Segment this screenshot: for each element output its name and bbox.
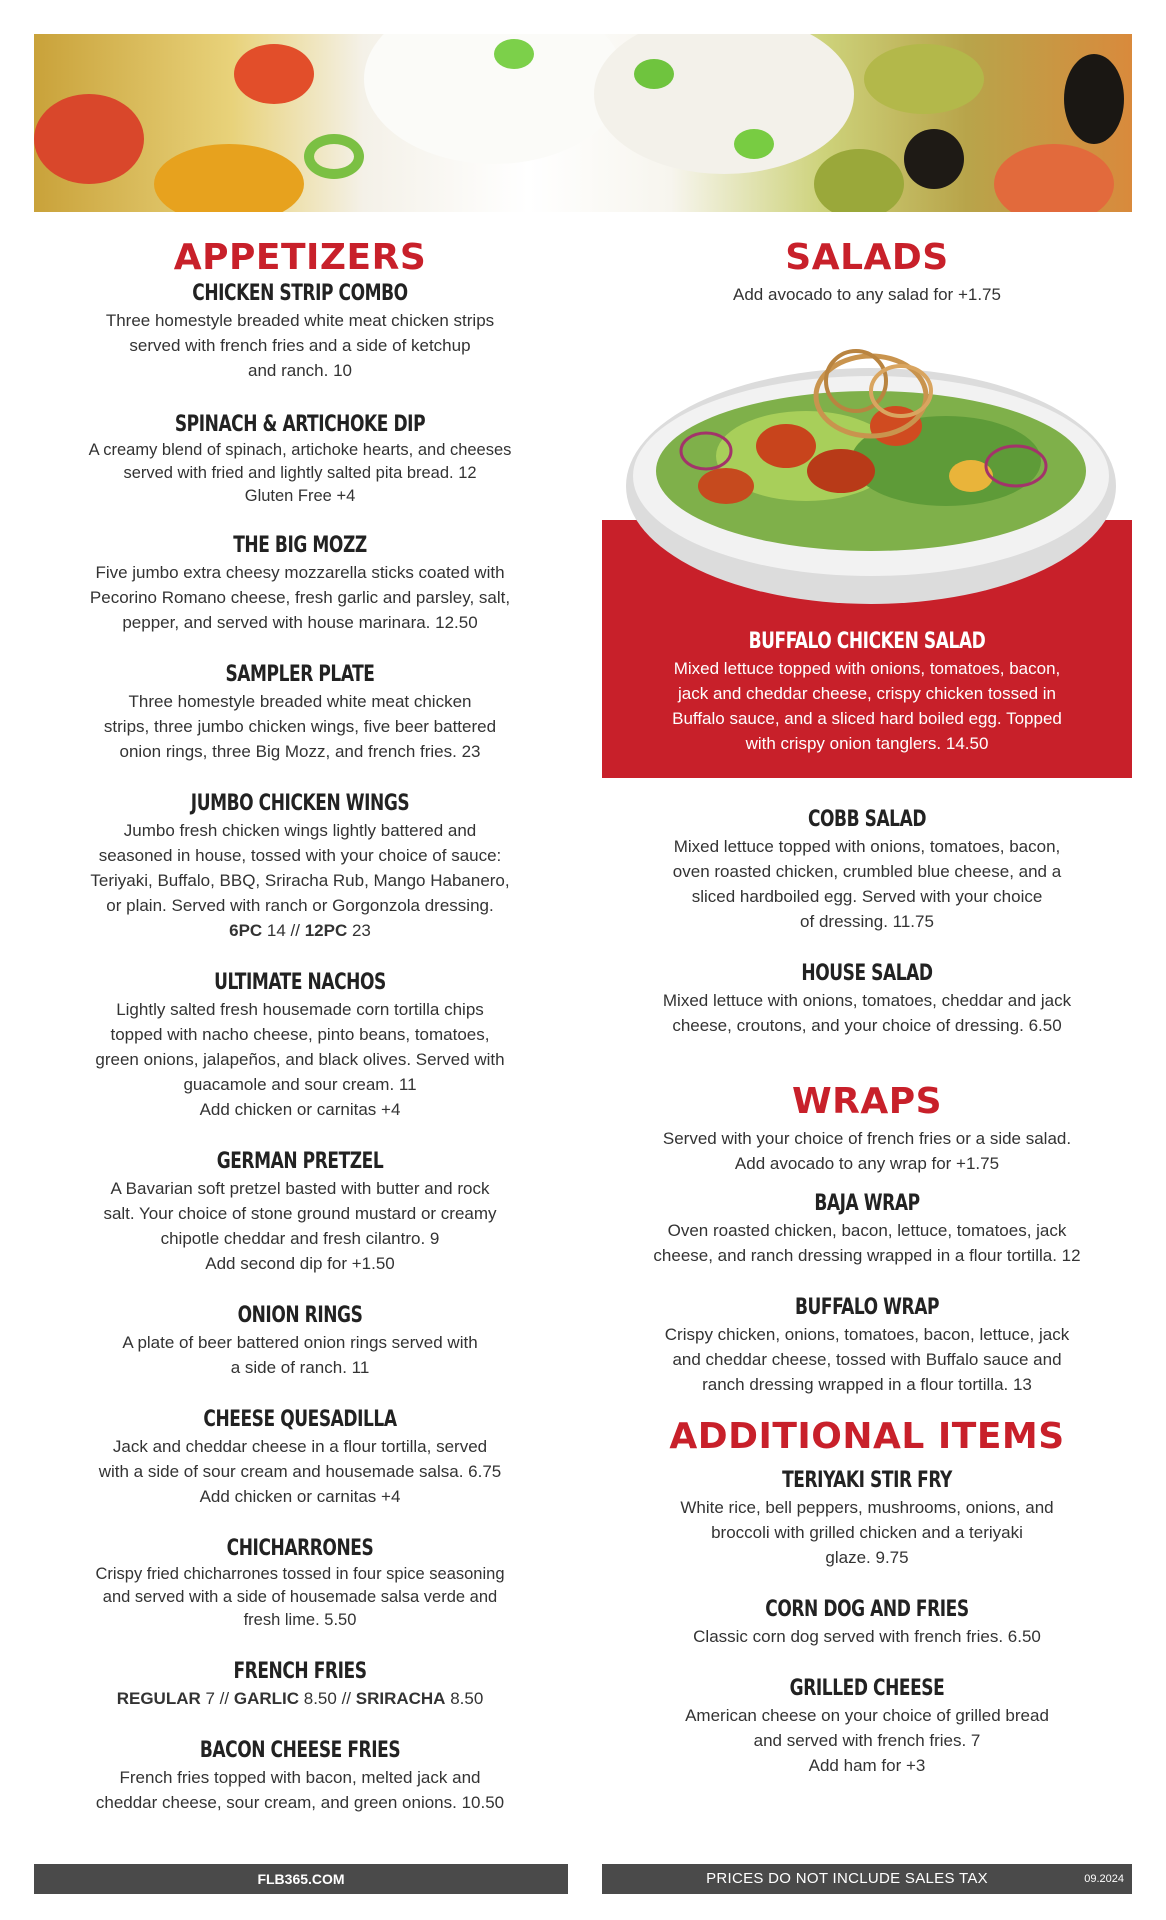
website-link[interactable]: FLB365.COM [34,1864,568,1894]
item-name: ONION RINGS [237,1303,363,1328]
item-name: GERMAN PRETZEL [216,1149,384,1174]
olive-shape [904,129,964,189]
jalapeno-shape [864,44,984,114]
jalapeno-shape [814,149,904,212]
menu-date: 09.2024 [1084,1873,1124,1885]
item-description: Three homestyle breaded white meat chicken strips served with french fries and a side of ketchup and ranch. 10 [105,311,495,380]
item-description: Lightly salted fresh housemade corn tortilla chips topped with nacho cheese, pinto beans, tomatoes, green onions, jalapeños, and black olives. Served with guacamole and sour cream. 11 Add chicken or carnitas +4 [95,1000,505,1119]
green-onion-shape [734,129,774,159]
menu-item [52,1302,548,1380]
olive-shape [1064,54,1124,144]
item-description: A Bavarian soft pretzel basted with butter and rock salt. Your choice of stone ground mustard or creamy chipotle cheddar and fresh cilantro. 9 Add second dip for +1.50 [103,1179,497,1273]
right-column-lower [602,806,1132,1778]
wings-price-line: 6PC 14 // 12PC 23 [229,921,371,940]
item-name: HOUSE SALAD [801,961,933,986]
salads-header [602,236,1132,307]
menu-item [52,1535,548,1632]
menu-item [52,280,548,383]
wraps-title: WRAPS [791,1081,943,1122]
item-description: White rice, bell peppers, mushrooms, onions, and broccoli with grilled chicken and a teriyaki glaze. 9.75 [680,1498,1054,1567]
menu-item [602,1675,1132,1778]
item-description: Three homestyle breaded white meat chicken strips, three jumbo chicken wings, five beer battered onion rings, three Big Mozz, and french fries. 23 [103,692,497,761]
menu-item [52,1658,548,1711]
item-name: FRENCH FRIES [233,1659,367,1684]
item-description: Jack and cheddar cheese in a flour tortilla, served with a side of sour cream and housemade salsa. 6.75 Add chicken or carnitas +4 [98,1437,502,1506]
green-onion-shape [634,59,674,89]
sour-cream-shape [594,34,854,174]
item-name: SPINACH & ARTICHOKE DIP [174,412,426,437]
menu-item [602,1596,1132,1649]
item-description: Mixed lettuce topped with onions, tomatoes, bacon, jack and cheddar cheese, crispy chicken tossed in Buffalo sauce, and a sliced hard boiled egg. Topped with crispy onion tanglers. 14.50 [672,659,1062,753]
menu-item [52,661,548,764]
tomato-shape [34,94,144,184]
tax-footer [602,1864,1132,1894]
item-name: CHICKEN STRIP COMBO [192,281,408,306]
featured-salad [620,628,1114,756]
item-description: Five jumbo extra cheesy mozzarella sticks coated with Pecorino Romano cheese, fresh garlic and parsley, salt, pepper, and served with house marinara. 12.50 [89,563,511,632]
appetizers-column [52,236,548,1815]
salads-note: Add avocado to any salad for +1.75 [733,285,1001,304]
menu-item [52,1148,548,1276]
item-name: BAJA WRAP [814,1191,920,1216]
item-description: Mixed lettuce topped with onions, tomatoes, bacon, oven roasted chicken, crumbled blue cheese, and a sliced hardboiled egg. Served with your choice of dressing. 11.75 [672,837,1062,931]
item-name: ULTIMATE NACHOS [214,970,386,995]
fries-price-line: REGULAR 7 // GARLIC 8.50 // SRIRACHA 8.50 [116,1689,484,1708]
item-description: Oven roasted chicken, bacon, lettuce, tomatoes, jack cheese, and ranch dressing wrapped in a flour tortilla. 12 [653,1221,1081,1265]
item-description: Jumbo fresh chicken wings lightly battered and seasoned in house, tossed with your choice of sauce: Teriyaki, Buffalo, BBQ, Sriracha Rub, Mango Habanero, or plain. Served with ranch or Gorgonzola dressing. 6PC 14 // 12PC 23 [52,818,548,943]
item-name: THE BIG MOZZ [233,533,367,558]
menu-item [602,1294,1132,1397]
item-name: BACON CHEESE FRIES [199,1738,401,1763]
menu-item [602,806,1132,934]
item-name: CORN DOG AND FRIES [765,1597,969,1622]
menu-item [602,1190,1132,1268]
tomato-shape [994,144,1114,212]
item-name: TERIYAKI STIR FRY [782,1468,952,1493]
menu-item [52,532,548,635]
sales-tax-note: PRICES DO NOT INCLUDE SALES TAX [706,1870,988,1887]
green-onion-shape [304,134,364,179]
item-description: Crispy chicken, onions, tomatoes, bacon, lettuce, jack and cheddar cheese, tossed with Buffalo sauce and ranch dressing wrapped in a flour tortilla. 13 [664,1325,1070,1394]
menu-item [602,1467,1132,1570]
item-description: Classic corn dog served with french fries. 6.50 [693,1627,1041,1646]
menu-item [52,1406,548,1509]
salad-bowl-photo [626,336,1116,606]
item-description: American cheese on your choice of grilled bread and served with french fries. 7 Add ham for +3 [685,1706,1049,1775]
item-name: CHEESE QUESADILLA [203,1407,397,1432]
item-description: Crispy fried chicharrones tossed in four spice seasoning and served with a side of housemade salsa verde and fresh lime. 5.50 [95,1565,505,1629]
item-name: JUMBO CHICKEN WINGS [190,791,410,816]
menu-item [52,790,548,943]
additional-items-title: ADDITIONAL ITEMS [669,1416,1065,1457]
menu-item [52,1737,548,1815]
wraps-note: Served with your choice of french fries or a side salad. Add avocado to any wrap for +1.75 [662,1129,1072,1173]
tomato-shape [234,44,314,104]
cheese-shape [154,144,304,212]
menu-item [602,960,1132,1038]
item-name: BUFFALO CHICKEN SALAD [748,629,986,654]
item-description: A plate of beer battered onion rings served with a side of ranch. 11 [122,1333,478,1377]
item-name: CHICHARRONES [226,1536,374,1561]
item-name: SAMPLER PLATE [225,662,375,687]
appetizers-title: APPETIZERS [173,237,427,278]
salads-title: SALADS [785,237,949,278]
item-name: BUFFALO WRAP [795,1295,939,1320]
menu-item [52,411,548,508]
item-description: Mixed lettuce with onions, tomatoes, cheddar and jack cheese, croutons, and your choice of dressing. 6.50 [662,991,1072,1035]
item-name: COBB SALAD [807,807,927,832]
nachos-photo [34,34,1132,212]
item-name: GRILLED CHEESE [789,1676,945,1701]
green-onion-shape [494,39,534,69]
item-description: French fries topped with bacon, melted jack and cheddar cheese, sour cream, and green onions. 10.50 [95,1768,505,1812]
menu-item [52,969,548,1122]
item-description: A creamy blend of spinach, artichoke hearts, and cheeses served with fried and lightly salted pita bread. 12 Gluten Free +4 [88,441,512,505]
